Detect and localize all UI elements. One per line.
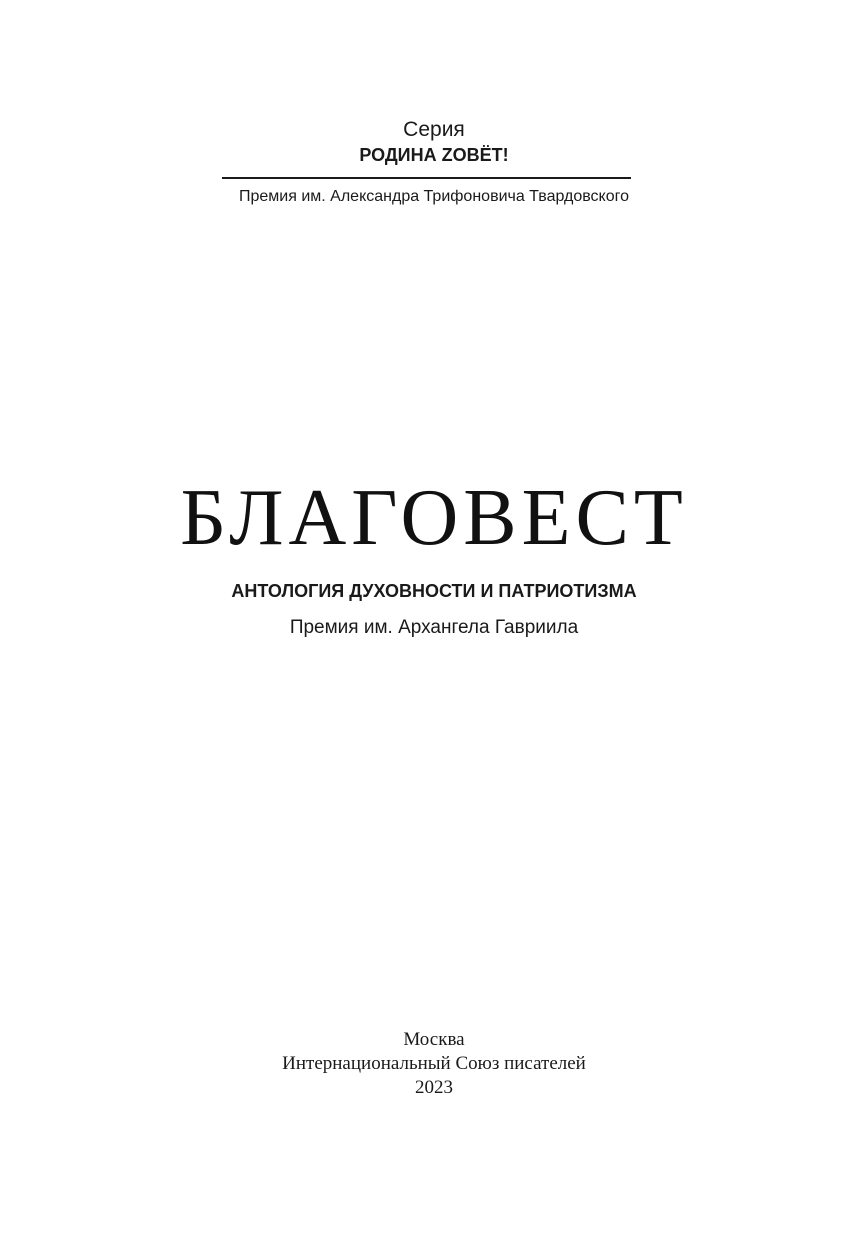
series-label: Серия <box>403 118 465 141</box>
series-divider <box>222 177 631 179</box>
series-name: РОДИНА ZОВЁТ! <box>359 145 509 165</box>
book-subtitle: АНТОЛОГИЯ ДУХОВНОСТИ И ПАТРИОТИЗМА <box>231 581 637 601</box>
series-prize: Премия им. Александра Трифоновича Твардовского <box>238 188 630 205</box>
title-prize: Премия им. Архангела Гавриила <box>289 617 579 638</box>
imprint-year: 2023 <box>415 1077 453 1098</box>
imprint <box>0 1028 868 1100</box>
imprint-publisher: Интернациональный Союз писателей <box>282 1053 586 1074</box>
imprint-city: Москва <box>403 1029 465 1050</box>
book-title: БЛАГОВЕСТ <box>180 474 688 562</box>
